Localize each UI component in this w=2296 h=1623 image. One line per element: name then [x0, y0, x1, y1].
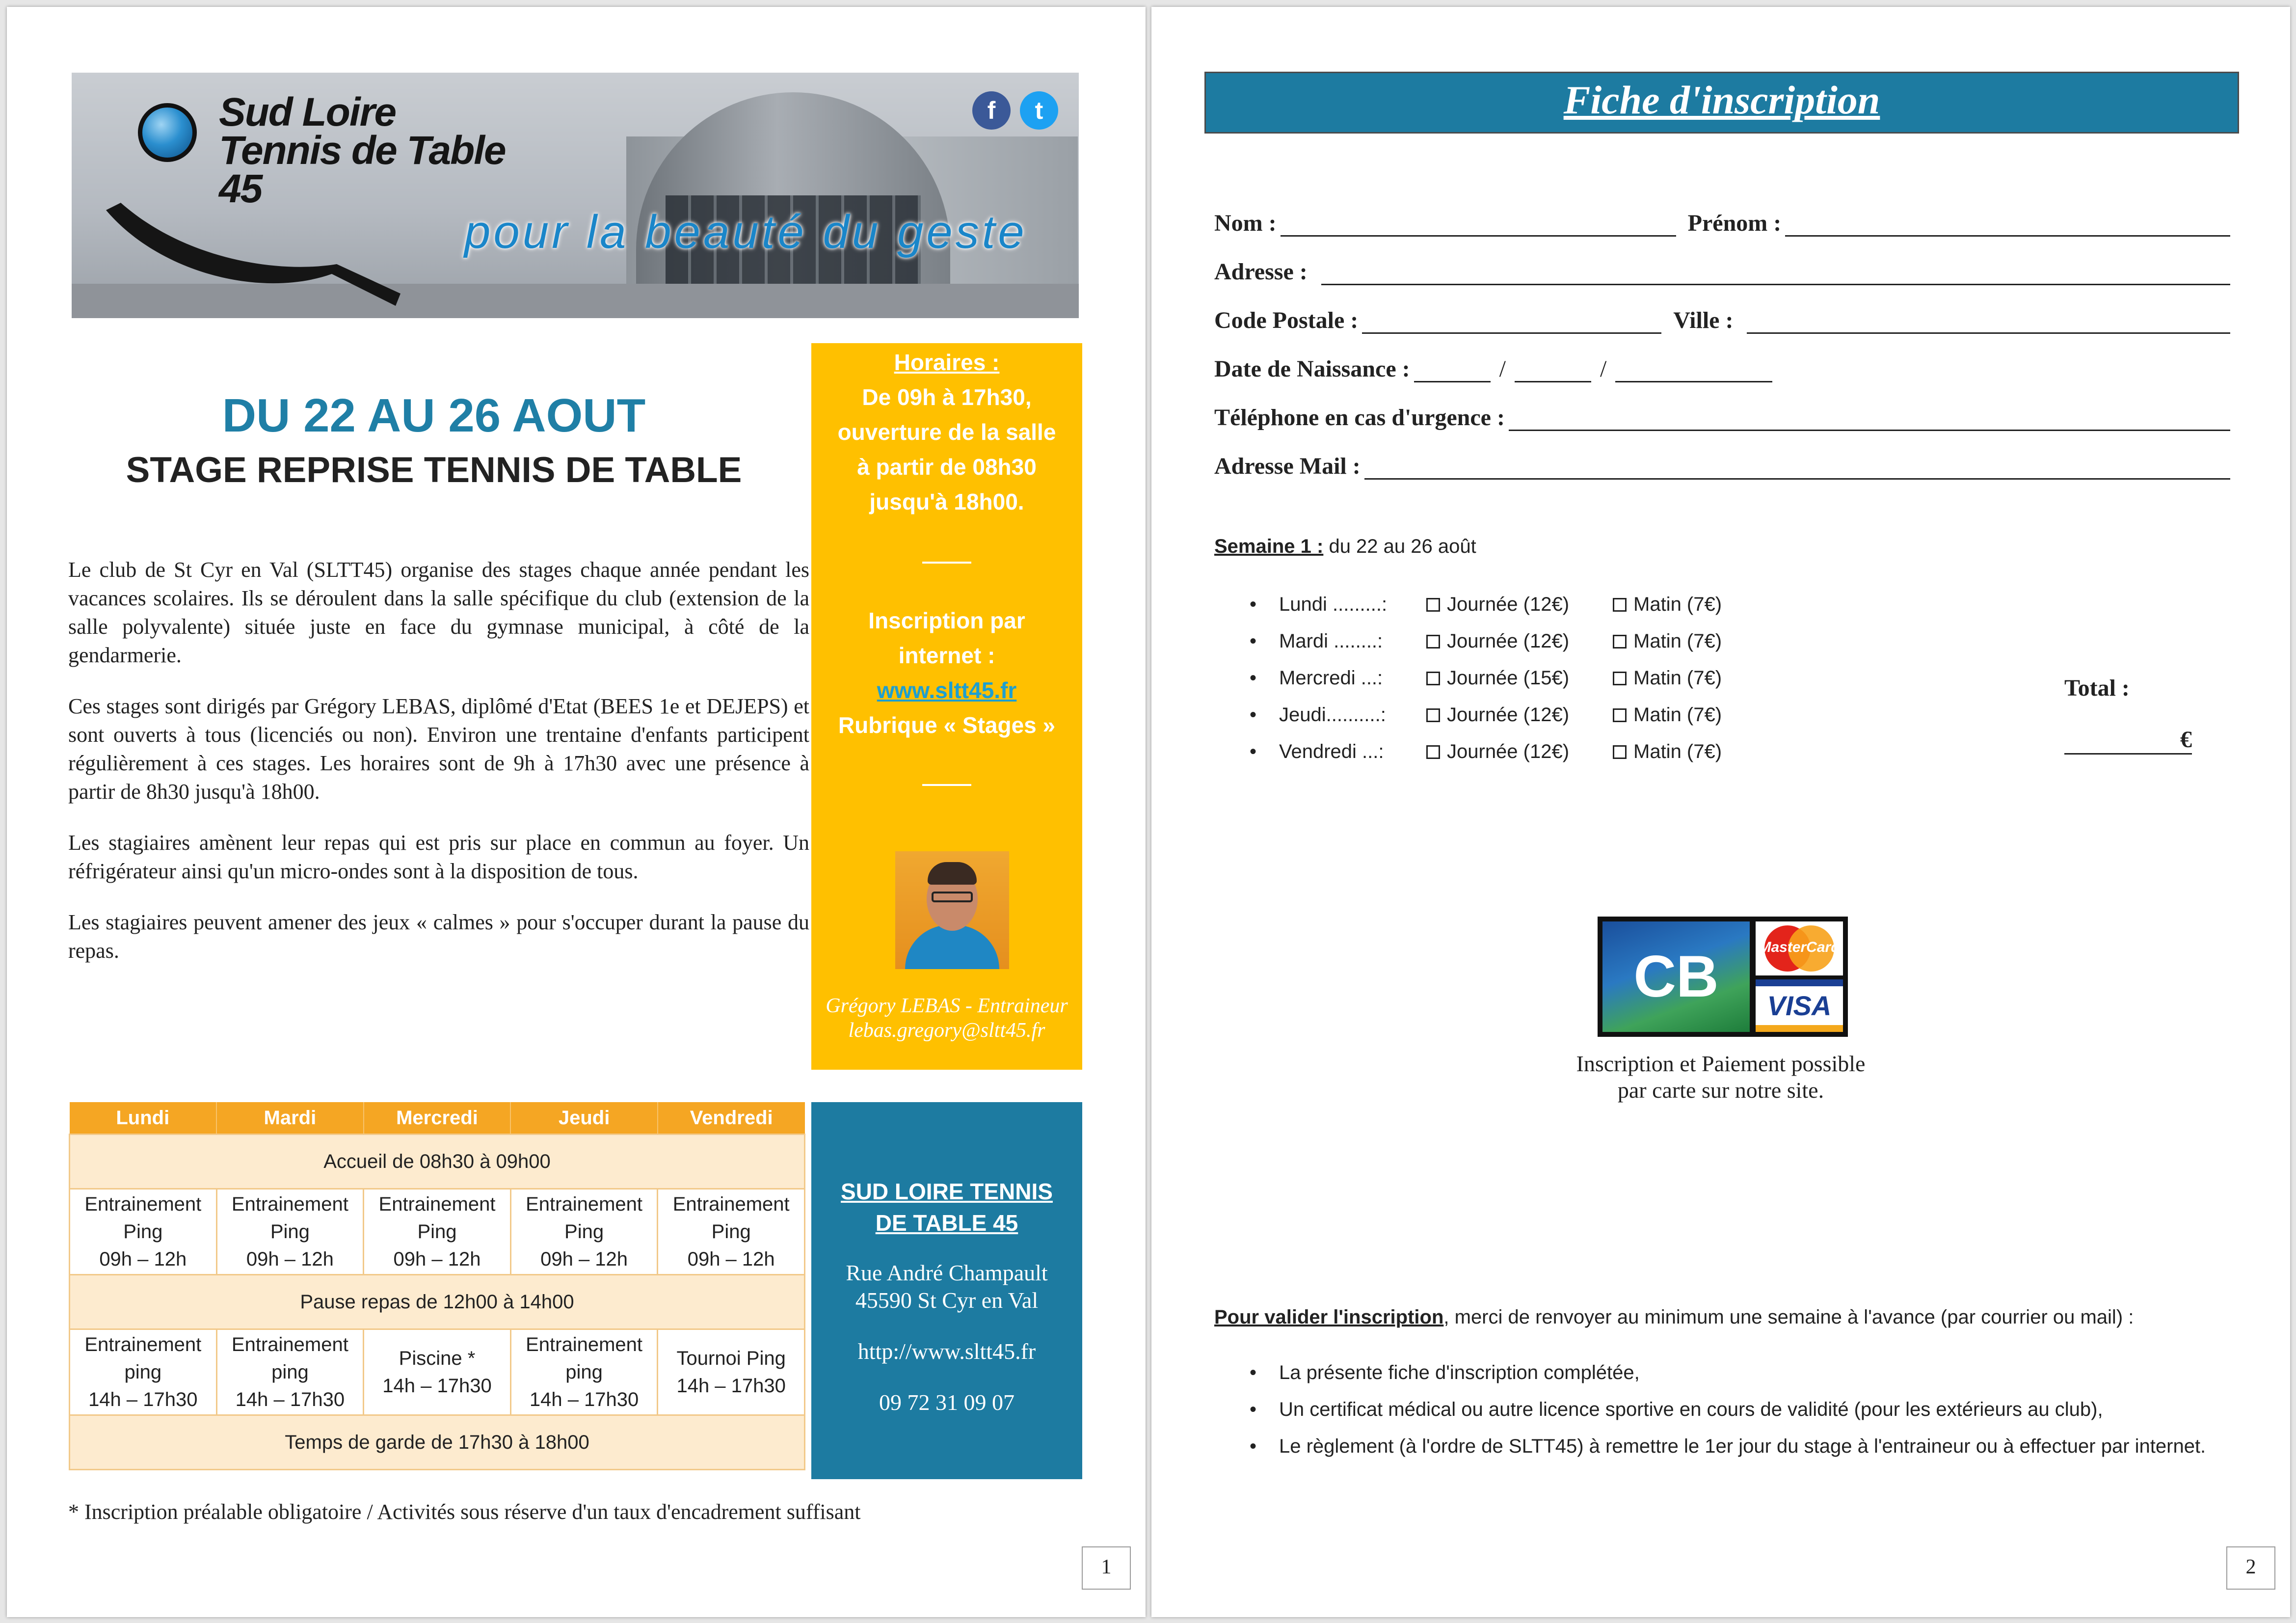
- option-label: Journée (12€): [1447, 704, 1570, 726]
- day-option-row: [1250, 660, 1756, 697]
- schedule-cell: Entrainement ping 14h – 17h30: [70, 1329, 217, 1415]
- garde-band: Temps de garde de 17h30 à 18h00: [70, 1415, 805, 1470]
- prenom-field[interactable]: [1785, 216, 2230, 237]
- info-sidebar: [811, 343, 1082, 1070]
- page-number: 1: [1082, 1546, 1131, 1590]
- day-header: Lundi: [70, 1102, 217, 1135]
- total-label: Total :: [2064, 675, 2130, 701]
- option-label: Matin (7€): [1633, 704, 1722, 726]
- day-label: Lundi .........:: [1279, 594, 1388, 615]
- ville-field[interactable]: [1747, 313, 2230, 334]
- week-label: Semaine 1 :: [1214, 536, 1324, 557]
- mail-row: [1214, 440, 2230, 480]
- intro-paragraph: Ces stages sont dirigés par Grégory LEBAS, diplômé d'Etat (BEES 1e et DEJEPS) et sont ouverts à tous (licenciés ou non). Environ une trentaine d'enfants participent régulièrement à ces stages. Les horaires sont de 9h à 17h30 avec une présence à partir de 8h30 jusqu'à 18h00.: [68, 694, 809, 804]
- club-banner: [72, 73, 1079, 318]
- day-option-row: [1250, 697, 1756, 733]
- phone-row: [1214, 392, 2230, 431]
- mail-label: Adresse Mail :: [1214, 453, 1361, 479]
- name-row: [1214, 197, 2230, 237]
- table-row: [70, 1415, 805, 1470]
- schedule-cell: Entrainement ping 14h – 17h30: [216, 1329, 364, 1415]
- day-header: Mercredi: [364, 1102, 511, 1135]
- stage-dates: DU 22 AU 26 AOUT: [222, 389, 646, 442]
- hours-title: Horaires :: [894, 350, 1000, 375]
- table-row: [70, 1135, 805, 1189]
- journee-option[interactable]: [1426, 667, 1578, 689]
- coach-name: Grégory LEBAS - Entraineur: [826, 995, 1068, 1017]
- list-item: [1250, 1391, 2221, 1428]
- footnote: * Inscription préalable obligatoire / Activités sous réserve d'un taux d'encadrement suffisant: [68, 1500, 861, 1524]
- address-row: [1214, 246, 2230, 285]
- club-street: Rue André Champault: [846, 1260, 1048, 1285]
- day-option-row: [1250, 623, 1756, 660]
- logo-line-3: 45: [219, 166, 262, 211]
- option-label: Journée (12€): [1447, 630, 1570, 652]
- day-header: Vendredi: [658, 1102, 805, 1135]
- schedule-cell: Entrainement Ping 09h – 12h: [364, 1189, 511, 1275]
- payment-line: Inscription et Paiement possible: [1576, 1051, 1866, 1076]
- twitter-icon[interactable]: t: [1020, 91, 1058, 130]
- prenom-label: Prénom :: [1687, 210, 1782, 236]
- adresse-label: Adresse :: [1214, 259, 1308, 285]
- form-title: Fiche d'inscription: [1204, 72, 2239, 134]
- telephone-label: Téléphone en cas d'urgence :: [1214, 405, 1505, 431]
- bullet: •: [1250, 594, 1257, 615]
- coach-glasses: [932, 892, 973, 902]
- slogan: pour la beauté du geste: [464, 206, 1027, 258]
- matin-option[interactable]: [1613, 667, 1722, 689]
- page-2: [1151, 7, 2290, 1617]
- checkbox-icon[interactable]: [1613, 635, 1627, 649]
- birth-day-field[interactable]: [1414, 361, 1491, 382]
- schedule-cell: Entrainement Ping 09h – 12h: [216, 1189, 364, 1275]
- inscription-block: [811, 603, 1082, 743]
- journee-option[interactable]: [1426, 741, 1578, 763]
- checkbox-icon[interactable]: [1613, 672, 1627, 685]
- day-option-row: [1250, 586, 1756, 623]
- nom-label: Nom :: [1214, 210, 1277, 236]
- schedule-cell: Entrainement Ping 09h – 12h: [510, 1189, 658, 1275]
- validation-list: [1250, 1354, 2221, 1465]
- list-item-text: Le règlement (à l'ordre de SLTT45) à remettre le 1er jour du stage à l'entraineur ou à effectuer par internet.: [1279, 1435, 2206, 1457]
- divider: [922, 562, 971, 564]
- day-header: Mardi: [216, 1102, 364, 1135]
- checkbox-icon[interactable]: [1426, 598, 1440, 612]
- ball-icon: [138, 103, 197, 162]
- day-label: Mardi ........:: [1279, 630, 1383, 652]
- matin-option[interactable]: [1613, 741, 1722, 763]
- date-separator: /: [1600, 356, 1607, 382]
- stage-title: STAGE REPRISE TENNIS DE TABLE: [126, 450, 742, 490]
- payment-text: [1524, 1051, 1917, 1104]
- club-city: 45590 St Cyr en Val: [855, 1288, 1039, 1313]
- list-item: [1250, 1428, 2221, 1465]
- option-label: Journée (15€): [1447, 667, 1570, 689]
- checkbox-icon[interactable]: [1613, 708, 1627, 722]
- day-options: [1250, 586, 1756, 770]
- checkbox-icon[interactable]: [1426, 635, 1440, 649]
- checkbox-icon[interactable]: [1613, 745, 1627, 759]
- bullet: •: [1250, 1399, 1257, 1420]
- club-website[interactable]: http://www.sltt45.fr: [857, 1339, 1036, 1364]
- mail-field[interactable]: [1364, 459, 2230, 480]
- coach-photo: [895, 851, 1009, 969]
- page-1: [7, 7, 1146, 1617]
- coach-email[interactable]: lebas.gregory@sltt45.fr: [848, 1019, 1045, 1042]
- schedule-cell: Entrainement Ping 09h – 12h: [70, 1189, 217, 1275]
- date-naissance-label: Date de Naissance :: [1214, 356, 1410, 382]
- checkbox-icon[interactable]: [1613, 598, 1627, 612]
- day-label: Vendredi ...:: [1279, 741, 1384, 762]
- code-postal-field[interactable]: [1362, 313, 1661, 334]
- list-item: [1250, 1354, 2221, 1391]
- option-label: Journée (12€): [1447, 594, 1570, 615]
- schedule-cell: Entrainement Ping 09h – 12h: [658, 1189, 805, 1275]
- birth-month-field[interactable]: [1515, 361, 1591, 382]
- validate-label: Pour valider l'inscription: [1214, 1306, 1444, 1328]
- payment-line: par carte sur notre site.: [1617, 1078, 1824, 1103]
- city-row: [1214, 295, 2230, 334]
- validate-text: , merci de renvoyer au minimum une semaine à l'avance (par courrier ou mail) :: [1443, 1306, 2134, 1328]
- rubric-label: Rubrique « Stages »: [838, 712, 1056, 738]
- bullet: •: [1250, 1435, 1257, 1457]
- cb-card-icon: CB: [1602, 921, 1750, 1032]
- day-option-row: [1250, 733, 1756, 770]
- website-link[interactable]: www.sltt45.fr: [877, 677, 1017, 703]
- matin-option[interactable]: [1613, 594, 1722, 616]
- bullet: •: [1250, 667, 1257, 689]
- lunch-band: Pause repas de 12h00 à 14h00: [70, 1275, 805, 1329]
- week-dates: du 22 au 26 août: [1323, 536, 1476, 557]
- contact-box: [811, 1102, 1082, 1479]
- total-field[interactable]: €: [2064, 726, 2192, 755]
- intro-text: [68, 556, 809, 988]
- day-label: Mercredi ...:: [1279, 667, 1383, 689]
- mastercard-icon: [1756, 921, 1843, 975]
- checkbox-icon[interactable]: [1426, 708, 1440, 722]
- mastercard-label: MasterCard: [1759, 939, 1840, 955]
- nom-field[interactable]: [1281, 216, 1676, 237]
- hours-line: De 09h à 17h30,: [862, 384, 1032, 410]
- day-header: Jeudi: [510, 1102, 658, 1135]
- checkbox-icon[interactable]: [1426, 745, 1440, 759]
- hours-block: [811, 345, 1082, 519]
- matin-option[interactable]: [1613, 630, 1722, 652]
- visa-icon: VISA: [1756, 979, 1843, 1032]
- date-separator: /: [1499, 356, 1506, 382]
- schedule-cell: Piscine * 14h – 17h30: [364, 1329, 511, 1415]
- option-label: Journée (12€): [1447, 741, 1570, 762]
- ville-label: Ville :: [1673, 307, 1734, 333]
- schedule-cell: Entrainement ping 14h – 17h30: [510, 1329, 658, 1415]
- option-label: Matin (7€): [1633, 741, 1722, 762]
- journee-option[interactable]: [1426, 704, 1578, 726]
- inscription-line: Inscription par: [868, 608, 1025, 633]
- table-row: [70, 1189, 805, 1275]
- inscription-line: internet :: [898, 643, 995, 668]
- logo-line-2: Tennis de Table: [219, 128, 506, 173]
- coach-hair: [928, 862, 977, 885]
- birth-year-field[interactable]: [1615, 361, 1772, 382]
- logo-line-1: Sud Loire: [219, 90, 396, 135]
- hours-line: à partir de 08h30: [857, 454, 1037, 480]
- intro-paragraph: Les stagiaires amènent leur repas qui est pris sur place en commun au foyer. Un réfrigérateur ainsi qu'un micro-ondes sont à la disposition de tous.: [68, 831, 809, 883]
- week-heading: [1214, 536, 1476, 558]
- table-row: [70, 1275, 805, 1329]
- bullet: •: [1250, 741, 1257, 762]
- day-label: Jeudi..........:: [1279, 704, 1386, 726]
- intro-paragraph: Le club de St Cyr en Val (SLTT45) organise des stages chaque année pendant les vacances scolaires. Ils se déroulent dans la salle spécifique du club (extension de la salle polyvalente) située juste en face du gymnase municipal, à côté de la gendarmerie.: [68, 558, 809, 667]
- option-label: Matin (7€): [1633, 594, 1722, 615]
- paddle-icon: [101, 200, 405, 308]
- journee-option[interactable]: [1426, 594, 1578, 616]
- club-name-line: SUD LOIRE TENNIS: [841, 1179, 1053, 1204]
- list-item-text: Un certificat médical ou autre licence sportive en cours de validité (pour les extérieurs au club),: [1279, 1399, 2103, 1420]
- hours-line: ouverture de la salle: [837, 419, 1056, 445]
- divider: [922, 784, 971, 786]
- telephone-field[interactable]: [1509, 410, 2230, 431]
- bullet: •: [1250, 1362, 1257, 1383]
- option-label: Matin (7€): [1633, 630, 1722, 652]
- journee-option[interactable]: [1426, 630, 1578, 652]
- intro-paragraph: Les stagiaires peuvent amener des jeux « calmes » pour s'occuper durant la pause du repas.: [68, 910, 809, 963]
- matin-option[interactable]: [1613, 704, 1722, 726]
- code-postal-label: Code Postale :: [1214, 307, 1359, 333]
- validation-instructions: [1214, 1306, 2235, 1328]
- adresse-field[interactable]: [1321, 264, 2230, 285]
- birthdate-row: [1214, 343, 2230, 382]
- club-name-line: DE TABLE 45: [875, 1210, 1018, 1236]
- page-number: 2: [2226, 1546, 2275, 1590]
- option-label: Matin (7€): [1633, 667, 1722, 689]
- club-phone: 09 72 31 09 07: [879, 1390, 1015, 1415]
- accueil-band: Accueil de 08h30 à 09h00: [70, 1135, 805, 1189]
- facebook-icon[interactable]: f: [972, 91, 1011, 130]
- bullet: •: [1250, 630, 1257, 652]
- hours-line: jusqu'à 18h00.: [869, 489, 1024, 514]
- payment-cards-logo: [1598, 917, 1848, 1037]
- schedule-header-row: [70, 1102, 805, 1135]
- coach-caption: [811, 994, 1082, 1043]
- coach-shirt: [905, 925, 999, 969]
- schedule-cell: Tournoi Ping 14h – 17h30: [658, 1329, 805, 1415]
- table-row: [70, 1329, 805, 1415]
- checkbox-icon[interactable]: [1426, 672, 1440, 685]
- bullet: •: [1250, 704, 1257, 726]
- list-item-text: La présente fiche d'inscription complétée,: [1279, 1362, 1640, 1383]
- schedule-table: [69, 1102, 805, 1470]
- club-name: [811, 1176, 1082, 1239]
